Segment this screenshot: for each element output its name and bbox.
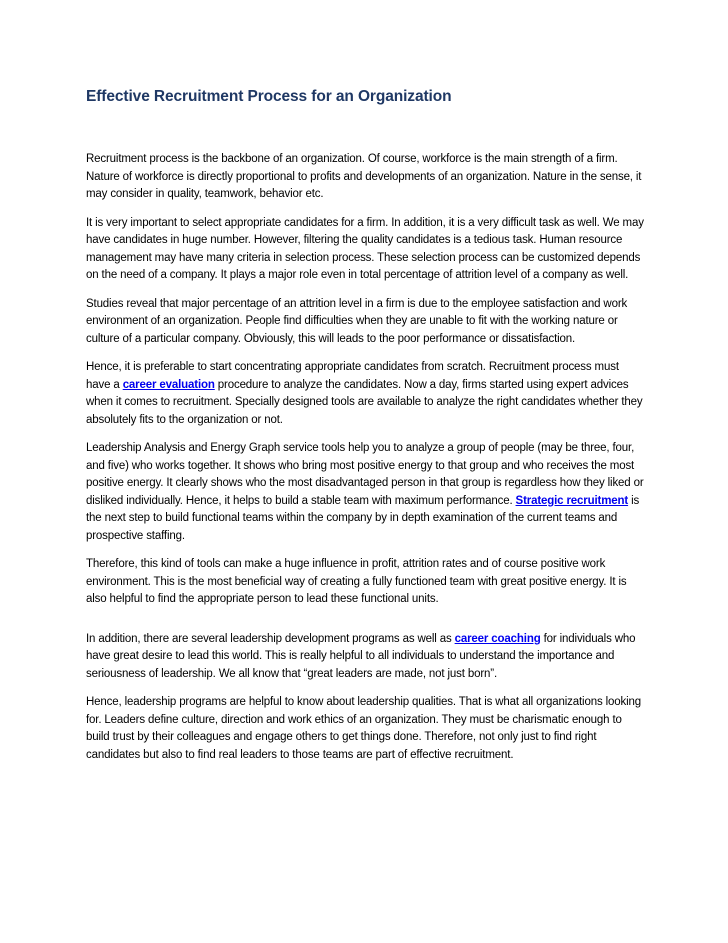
career-evaluation-link[interactable]: career evaluation (122, 378, 215, 391)
paragraph-4-text-after: procedure to analyze the candidates. Now a day, firms started using expert advices when it comes to recruitment. Specially designed tools are available to analyze the right candidates whether they absolutely fits to the organization or not. (86, 378, 643, 426)
document-title: Effective Recruitment Process for an Organization (86, 88, 452, 105)
paragraph-7 (86, 631, 646, 684)
paragraph-8: Hence, leadership programs are helpful to know about leadership qualities. That is what all organizations looking for. Leaders define culture, direction and work ethics of an organization. They must be charismatic enough to build trust by their colleagues and engage others to get things done. Therefore, not only just to find right candidates but also to find real leaders to those teams are part of effective recruitment. (86, 696, 641, 761)
paragraph-2: It is very important to select appropriate candidates for a firm. In addition, it is a very difficult task as well. We may have candidates in huge number. However, filtering the quality candidates is a tedious task. Human resource management may have many criteria in selection process. These selection process can be customized depends on the need of a company. It plays a major role even in total percentage of attrition level of a company as well. (86, 216, 644, 281)
paragraph-6: Therefore, this kind of tools can make a huge influence in profit, attrition rates and of course positive work environment. This is the most beneficial way of creating a fully functioned team with great positive energy. It is also helpful to find the appropriate person to lead these functional units. (86, 558, 627, 605)
paragraph-4-text-before: Hence, it is preferable to start concentrating appropriate candidates from scratch. Recruitment process must have a (86, 361, 619, 391)
paragraph-5 (86, 440, 646, 545)
paragraph-4 (86, 359, 646, 429)
paragraph-3: Studies reveal that major percentage of an attrition level in a firm is due to the employee satisfaction and work environment of an organization. People find difficulties when they are unable to fit with the working nature or culture of a particular company. Obviously, this will leads to the poor performance or dissatisfaction. (86, 297, 628, 345)
paragraph-5-text-before: Leadership Analysis and Energy Graph service tools help you to analyze a group of people (may be three, four, and five) who works together. It shows who bring most positive energy to that group and who receives the most positive energy. It clearly shows who the most disadvantaged person in that group is regardless how they liked or disliked individually. Hence, it helps to build a stable team with maximum performance. (86, 442, 644, 507)
paragraph-5-text-after: is the next step to build functional teams within the company by in depth examination of the current teams and prospective staffing. (86, 494, 640, 542)
document-body (86, 151, 646, 775)
strategic-recruitment-link[interactable]: Strategic recruitment (515, 494, 629, 507)
career-coaching-link[interactable]: career coaching (454, 632, 541, 645)
paragraph-7-text-before: In addition, there are several leadership development programs as well as (86, 632, 455, 645)
paragraph-7-text-after: for individuals who have great desire to lead this world. This is really helpful to all individuals to understand the importance and seriousness of leadership. We all know that “great leaders are made, not just born”. (86, 632, 636, 680)
paragraph-1: Recruitment process is the backbone of an organization. Of course, workforce is the main strength of a firm. Nature of workforce is directly proportional to profits and developments of an organization. Nature in the sense, it may consider in quality, teamwork, behavior etc. (86, 153, 642, 200)
